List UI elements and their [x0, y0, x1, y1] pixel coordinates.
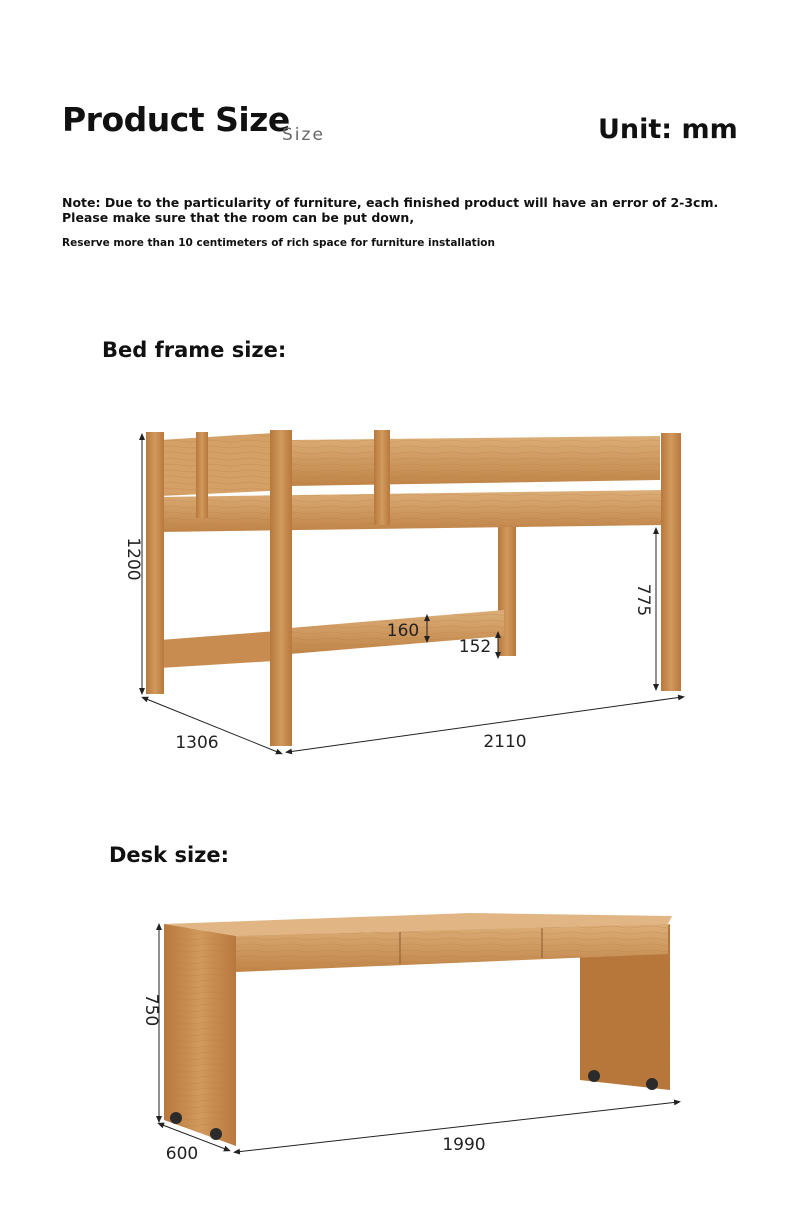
- bed-guard-post-1: [196, 432, 208, 518]
- bed-guard-post-2: [374, 430, 390, 525]
- desk-depth-label: 600: [165, 1144, 199, 1164]
- desk-length-label: 1990: [442, 1135, 486, 1155]
- bed-height-label: 1200: [123, 537, 143, 581]
- unit-label: Unit: mm: [598, 114, 738, 145]
- bed-leg-front-left: [270, 430, 292, 746]
- bed-depth-label: 1306: [175, 733, 219, 753]
- bed-length-label: 2110: [483, 732, 527, 752]
- bed-leg-back-left: [146, 432, 164, 694]
- bed-leg-front-right: [661, 433, 681, 691]
- note-line-3: Reserve more than 10 centimeters of rich space for furniture installation: [62, 237, 495, 249]
- bed-illustration: [146, 430, 681, 746]
- desk-wheel-1: [170, 1112, 182, 1124]
- page-subtitle: Size: [282, 125, 325, 145]
- desk-height-label: 750: [141, 993, 161, 1027]
- bed-rail-clearance-label: 152: [458, 637, 492, 657]
- bed-rail-height-label: 160: [386, 621, 420, 641]
- desk-wheel-3: [588, 1070, 600, 1082]
- note-line-1: Note: Due to the particularity of furniture, each finished product will have an error of 2-3cm.: [62, 195, 719, 210]
- desk-heading: Desk size:: [109, 843, 230, 867]
- desk-wheel-4: [646, 1078, 658, 1090]
- bed-heading: Bed frame size:: [102, 338, 287, 362]
- note-line-2: Please make sure that the room can be put down,: [62, 210, 415, 225]
- page-title: Product Size: [62, 100, 290, 139]
- desk-wheel-2: [210, 1128, 222, 1140]
- bed-under-height-label: 775: [633, 583, 653, 617]
